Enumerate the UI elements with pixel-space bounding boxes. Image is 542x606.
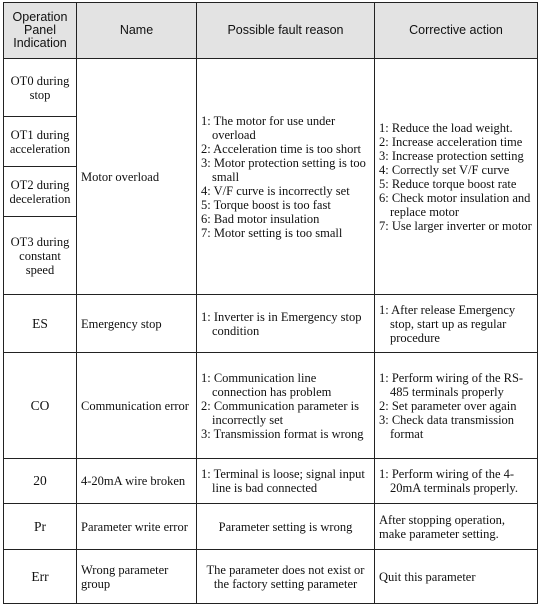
list-item: 3: Check data transmission format [379,412,515,441]
motor-overload-actions [375,59,538,295]
code-pr: Pr [4,504,77,550]
list-item: 2: Set parameter over again [379,398,517,413]
list-item: 3: Motor protection setting is too small [201,155,366,184]
motor-overload-reasons [197,59,375,295]
list-item: 2: Increase acceleration time [379,134,523,149]
motor-overload-name: Motor overload [77,59,197,295]
code-err: Err [4,550,77,604]
list-item: 5: Reduce torque boost rate [379,176,517,191]
indication-ot3: OT3 during constant speed [4,217,77,295]
list-item: 5: Torque boost is too fast [201,197,331,212]
list-item: 4: Correctly set V/F curve [379,162,510,177]
list-item: 1: The motor for use under overload [201,113,336,142]
code-co: CO [4,353,77,459]
wrong-param-group-name: Wrong parameter group [77,550,197,604]
list-item: 7: Use larger inverter or motor [379,218,532,233]
communication-error-name: Communication error [77,353,197,459]
table-row [4,550,538,604]
emergency-stop-name: Emergency stop [77,295,197,353]
list-item: 1: Reduce the load weight. [379,120,513,135]
table-row [4,504,538,550]
communication-error-actions [375,353,538,459]
fault-table [3,2,538,604]
list-item: 6: Bad motor insulation [201,211,320,226]
code-20: 20 [4,459,77,504]
emergency-stop-actions [375,295,538,353]
code-es: ES [4,295,77,353]
param-write-error-reason: Parameter setting is wrong [197,504,375,550]
list-item: 1: Perform wiring of the 4-20mA terminals properly. [379,467,518,495]
list-item: 4: V/F curve is incorrectly set [201,183,350,198]
list-item: 7: Motor setting is too small [201,225,343,240]
emergency-stop-reasons [197,295,375,353]
header-row [4,3,538,59]
communication-error-reasons [197,353,375,459]
wrong-param-group-action: Quit this parameter [375,550,538,604]
table-row [4,295,538,353]
table-row [4,353,538,459]
list-item: 1: Inverter is in Emergency stop condition [201,309,362,338]
list-item: 1: After release Emergency stop, start up as regular procedure [379,302,516,345]
param-write-error-action: After stopping operation, make parameter setting. [375,504,538,550]
wire-broken-actions [375,459,538,504]
header-name: Name [77,3,197,59]
param-write-error-name: Parameter write error [77,504,197,550]
list-item: 1: Communication line connection has problem [201,370,332,399]
table-row [4,59,538,117]
list-item: 3: Transmission format is wrong [201,426,364,441]
header-action: Corrective action [375,3,538,59]
indication-ot2: OT2 during deceleration [4,167,77,217]
list-item: 3: Increase protection setting [379,148,524,163]
list-item: 1: Perform wiring of the RS-485 terminals properly [379,370,524,399]
wrong-param-group-reason: The parameter does not exist or the factory setting parameter [197,550,375,604]
table-row [4,459,538,504]
indication-ot1: OT1 during acceleration [4,117,77,167]
indication-ot0: OT0 during stop [4,59,77,117]
header-reason: Possible fault reason [197,3,375,59]
list-item: 2: Communication parameter is incorrectly set [201,398,359,427]
list-item: 1: Terminal is loose; signal input line is bad connected [201,467,365,495]
wire-broken-name: 4-20mA wire broken [77,459,197,504]
wire-broken-reasons [197,459,375,504]
list-item: 6: Check motor insulation and replace motor [379,190,531,219]
list-item: 2: Acceleration time is too short [201,141,362,156]
header-indication: Operation Panel Indication [4,3,77,59]
